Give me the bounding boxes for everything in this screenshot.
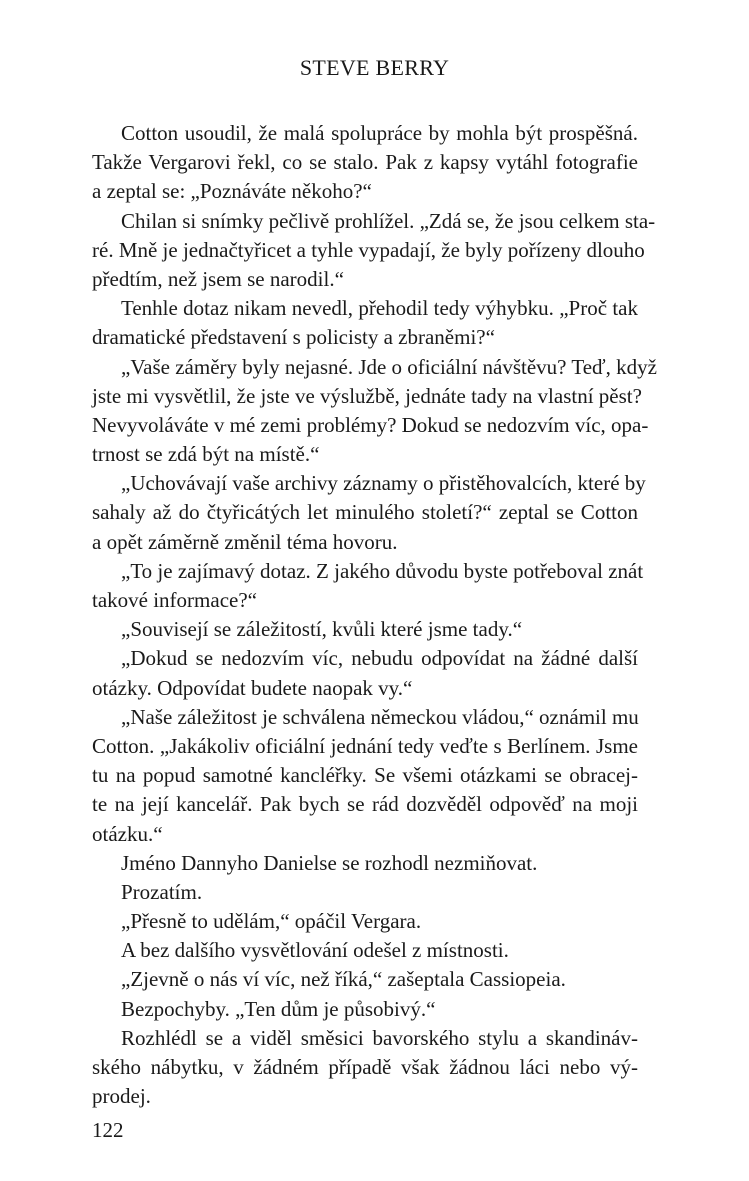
text-line: ského nábytku, v žádném případě však žádnou láci nebo vý- (92, 1055, 638, 1079)
body-text (92, 119, 657, 1111)
page-number: 122 (92, 1118, 124, 1142)
text-line: Cotton usoudil, že malá spolupráce by mohla být prospěšná. (121, 121, 638, 145)
text-line: předtím, než jsem se narodil.“ (92, 266, 344, 291)
running-head: STEVE BERRY (299, 55, 450, 80)
text-line: tu na popud samotné kancléřky. Se všemi otázkami se obracej- (92, 763, 638, 788)
text-line: Prozatím. (121, 879, 203, 904)
text-line: takové informace?“ (92, 588, 257, 612)
text-line: „Souvisejí se záležitostí, kvůli které jsme tady.“ (121, 617, 523, 642)
text-line: Nevyvoláváte v mé zemi problémy? Dokud se nedozvím víc, opa- (92, 412, 649, 437)
text-line: te na její kancelář. Pak bych se rád dozvěděl odpověď na moji (92, 792, 638, 817)
text-line: otázky. Odpovídat budete naopak vy.“ (92, 675, 413, 700)
text-line: Tenhle dotaz nikam nevedl, přehodil tedy výhybku. „Proč tak (121, 296, 638, 321)
text-line: „Uchovávají vaše archivy záznamy o přistěhovalcích, které by (121, 471, 646, 496)
text-line: otázku.“ (92, 821, 163, 846)
text-line: „Naše záležitost je schválena německou vládou,“ oznámil mu (121, 704, 639, 729)
text-line: dramatické představení s policisty a zbraněmi?“ (92, 325, 495, 350)
text-line: trnost se zdá být na místě.“ (92, 442, 320, 467)
text-line: „Zjevně o nás ví víc, než říká,“ zašeptala Cassiopeia. (121, 967, 566, 992)
text-line: Jméno Dannyho Danielse se rozhodl nezmiňovat. (121, 850, 538, 875)
text-line: Chilan si snímky pečlivě prohlížel. „Zdá se, že jsou celkem sta- (121, 208, 656, 233)
text-line: sahaly až do čtyřicátých let minulého století?“ zeptal se Cotton (92, 500, 638, 525)
text-line: Rozhlédl se a viděl směsici bavorského stylu a skandináv- (121, 1025, 638, 1050)
text-line: ré. Mně je jednačtyřicet a tyhle vypadají, že byly pořízeny dlouho (92, 237, 645, 262)
text-line: „To je zajímavý dotaz. Z jakého důvodu byste potřeboval znát (121, 558, 644, 583)
text-line: „Vaše záměry byly nejasné. Jde o oficiální návštěvu? Teď, když (121, 354, 657, 379)
text-line: „Dokud se nedozvím víc, nebudu odpovídat na žádné další (121, 646, 638, 671)
text-line: Cotton. „Jakákoliv oficiální jednání tedy veďte s Berlínem. Jsme (92, 733, 638, 758)
text-line: Bezpochyby. „Ten dům je působivý.“ (121, 996, 436, 1021)
text-line: „Přesně to udělám,“ opáčil Vergara. (121, 909, 422, 934)
text-line: A bez dalšího vysvětlování odešel z místnosti. (121, 938, 509, 963)
text-line: a zeptal se: „Poznáváte někoho?“ (92, 179, 372, 204)
text-line: jste mi vysvětlil, že jste ve výslužbě, jednáte tady na vlastní pěst? (92, 383, 642, 408)
text-line: a opět záměrně změnil téma hovoru. (92, 529, 398, 554)
text-line: Takže Vergarovi řekl, co se stalo. Pak z kapsy vytáhl fotografie (92, 150, 638, 175)
text-line: prodej. (92, 1084, 151, 1109)
